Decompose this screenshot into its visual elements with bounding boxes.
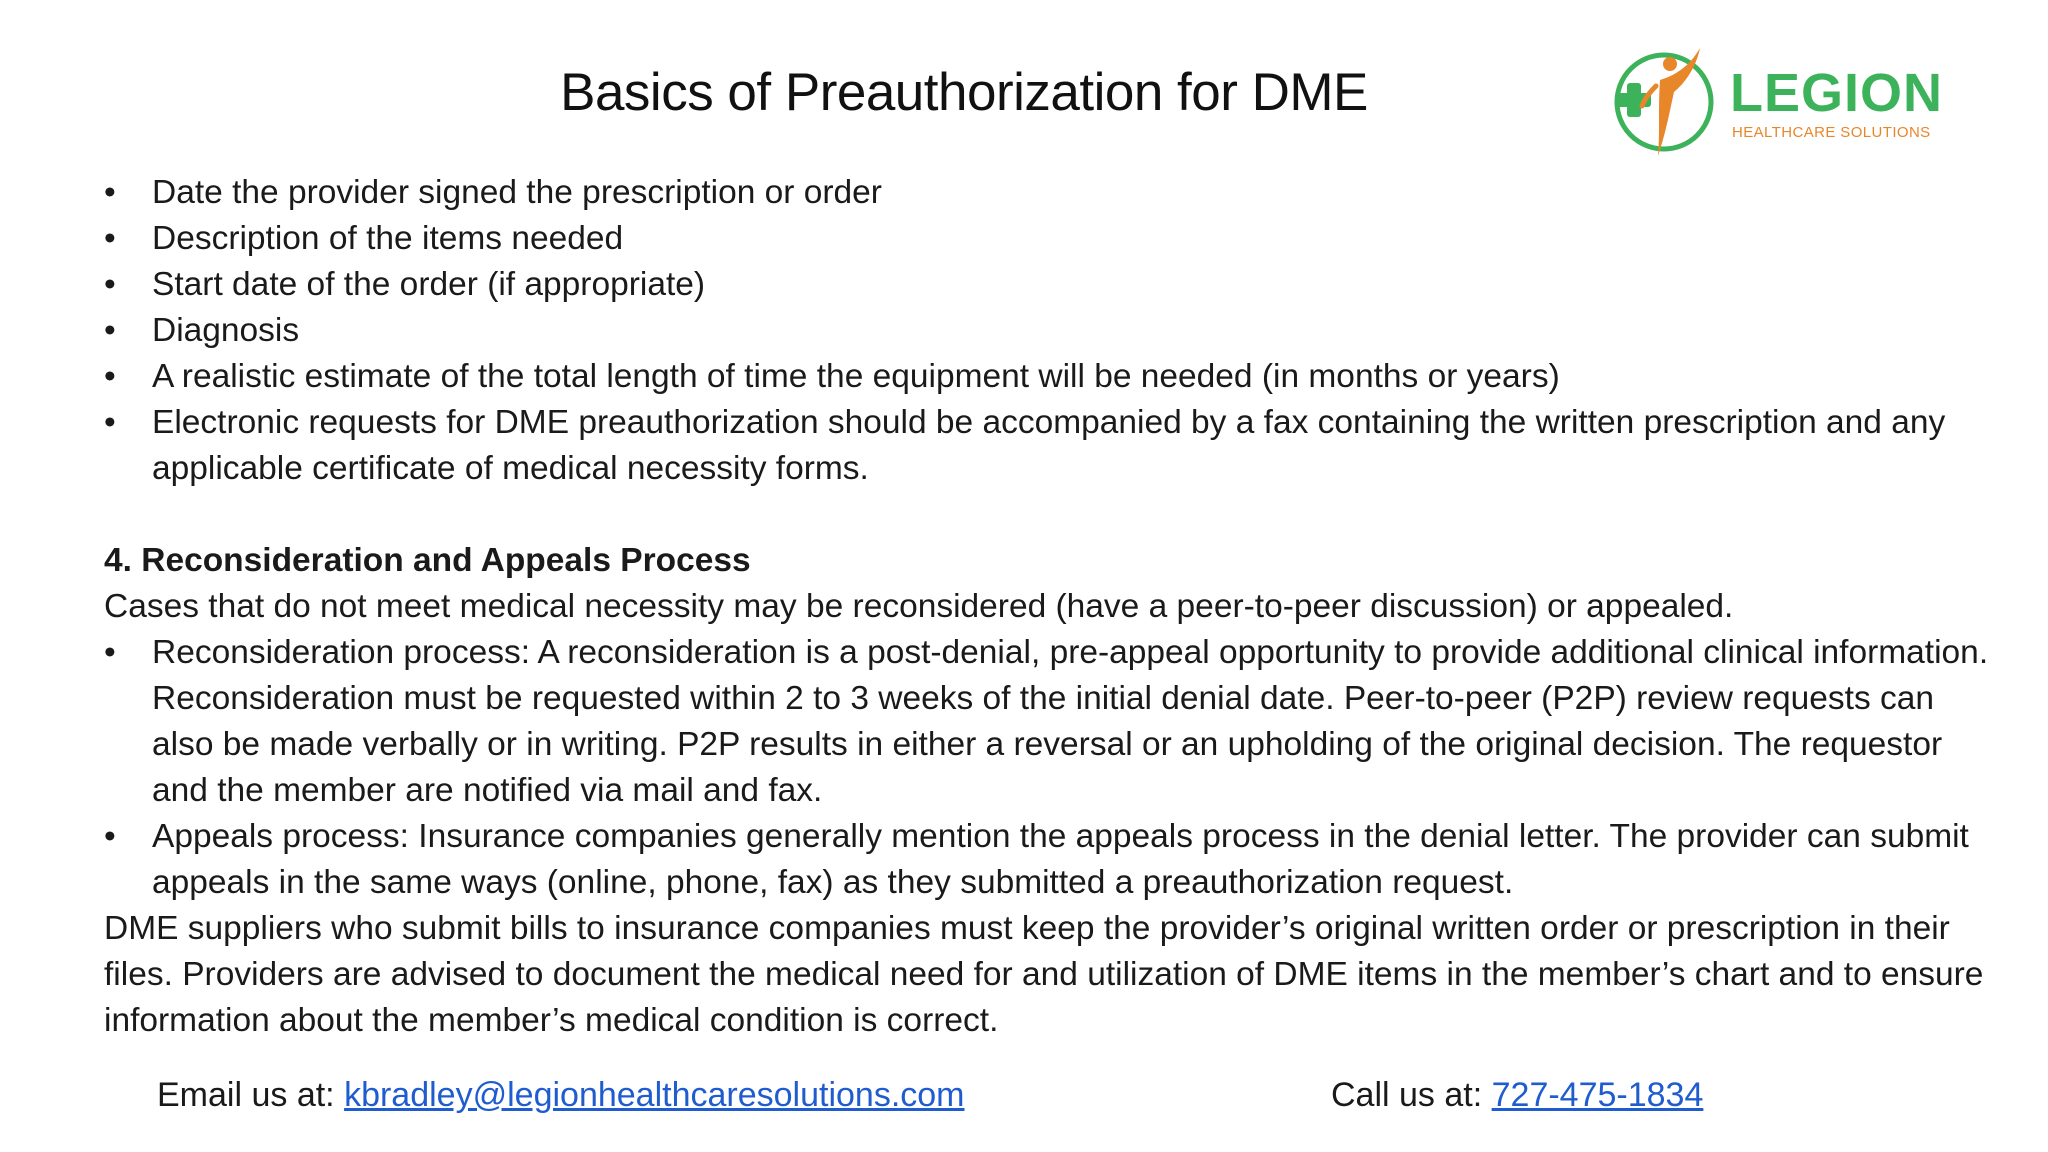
bullet-icon: • <box>104 818 116 855</box>
bullet-icon: • <box>104 358 116 395</box>
slide-body <box>104 170 1994 1044</box>
logo-tagline: HEALTHCARE SOLUTIONS <box>1732 124 1931 141</box>
bullet-icon: • <box>104 220 116 257</box>
list-item: • A realistic estimate of the total length of time the equipment will be needed (in months or years) <box>104 354 1994 400</box>
closing-paragraph: DME suppliers who submit bills to insurance companies must keep the provider’s original written order or prescription in their files. Providers are advised to document the medical need for and utilization of DME items in the member’s chart and to ensure information about the member’s medical condition is correct. <box>104 910 1984 1039</box>
bullet-icon: • <box>104 634 116 671</box>
bullet-icon: • <box>104 312 116 349</box>
list-item: • Electronic requests for DME preauthorization should be accompanied by a fax containing the written prescription and any applicable certificate of medical necessity forms. <box>104 400 1994 492</box>
footer-email <box>157 1076 965 1115</box>
email-link[interactable]: kbradley@legionhealthcaresolutions.com <box>344 1076 965 1114</box>
list-item: • Appeals process: Insurance companies generally mention the appeals process in the denial letter. The provider can submit appeals in the same ways (online, phone, fax) as they submitted a preauthorization request. <box>104 814 1994 906</box>
list-item: • Date the provider signed the prescription or order <box>104 170 1994 216</box>
list-item: • Diagnosis <box>104 308 1994 354</box>
spacer <box>104 492 1994 538</box>
bullet-icon: • <box>104 174 116 211</box>
logo-wordmark: LEGION <box>1730 63 1944 123</box>
bullet-icon: • <box>104 266 116 303</box>
email-label: Email us at: <box>157 1076 345 1114</box>
section-heading: 4. Reconsideration and Appeals Process <box>104 542 751 579</box>
slide-title: Basics of Preauthorization for DME <box>560 63 1368 122</box>
list-item: • Description of the items needed <box>104 216 1994 262</box>
phone-label: Call us at: <box>1331 1076 1492 1114</box>
phone-link[interactable]: 727-475-1834 <box>1491 1076 1704 1114</box>
section-intro: Cases that do not meet medical necessity may be reconsidered (have a peer-to-peer discussion) or appealed. <box>104 588 1734 625</box>
footer-phone <box>1331 1076 1703 1115</box>
process-list <box>104 630 1994 906</box>
list-item: • Start date of the order (if appropriate) <box>104 262 1994 308</box>
list-item: • Reconsideration process: A reconsideration is a post-denial, pre-appeal opportunity to provide additional clinical information. Reconsideration must be requested within 2 to 3 weeks of the initial denial date. Peer-to-peer (P2P) review requests can also be made verbally or in writing. P2P results in either a reversal or an upholding of the original decision. The requestor and the member are notified via mail and fax. <box>104 630 1994 814</box>
legion-logo-icon <box>1608 40 1728 170</box>
requirements-list <box>104 170 1994 492</box>
legion-logo <box>1608 40 1968 170</box>
bullet-icon: • <box>104 404 116 441</box>
